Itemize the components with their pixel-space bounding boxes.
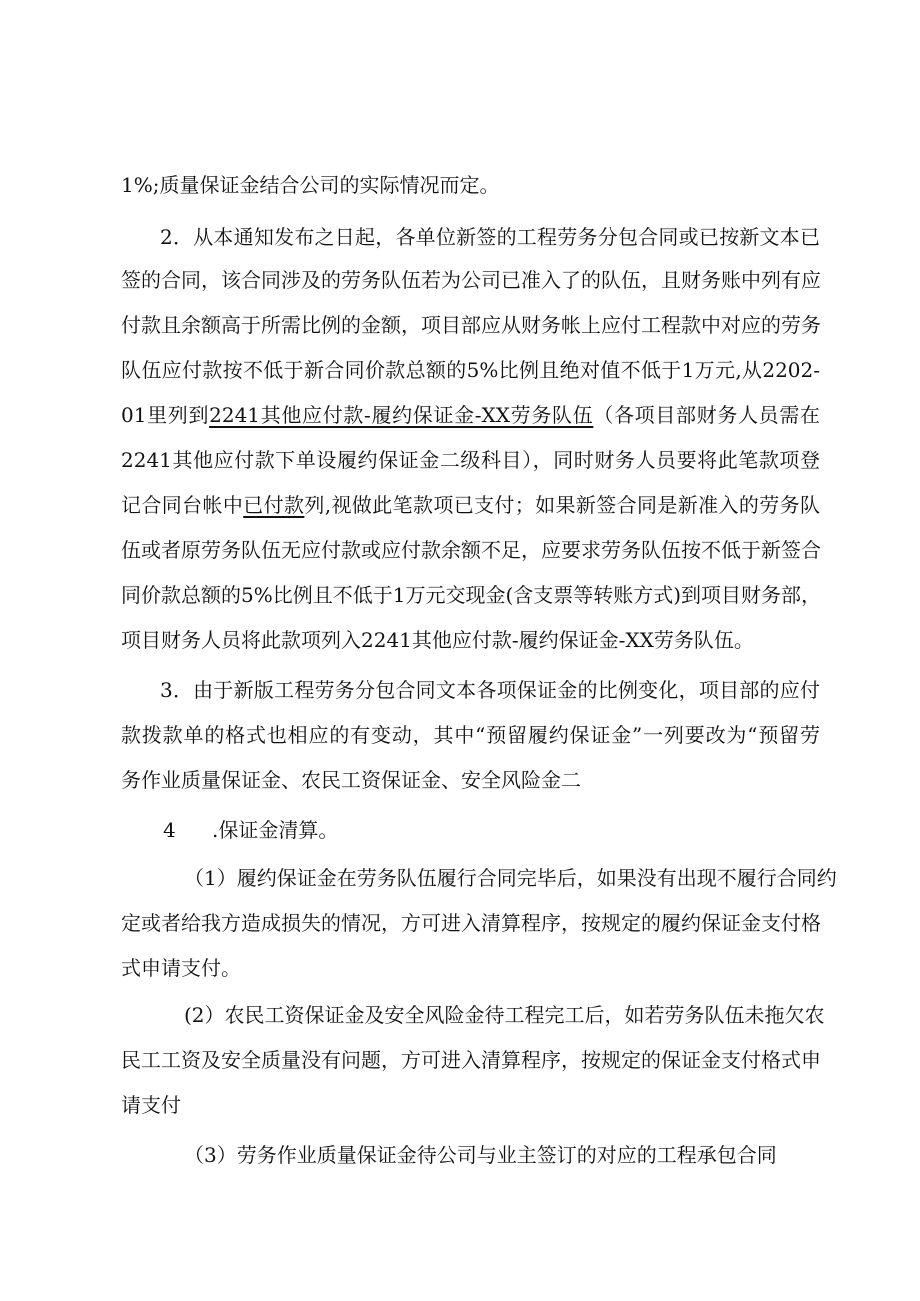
sub-2-line-3: 请支付 xyxy=(121,1093,181,1117)
item-4-number: 4 xyxy=(163,818,176,842)
paragraph-2-line-8: 伍或者原劳务队伍无应付款或应付款余额不足，应要求劳务队伍按不低于新签合 xyxy=(121,538,821,562)
paragraph-2-line-5 xyxy=(121,403,820,427)
paragraph-2-line-1: 2．从本通知发布之日起，各单位新签的工程劳务分包合同或已按新文本已 xyxy=(160,225,820,249)
paragraph-2-line-3: 付款且余额高于所需比例的金额，项目部应从财务帐上应付工程款中对应的劳务 xyxy=(121,313,821,337)
item-4-heading: .保证金清算。 xyxy=(212,818,339,842)
line-5-suffix: （各项目部财务人员需在 xyxy=(593,403,821,427)
paragraph-2-line-6: 2241其他应付款下单设履约保证金二级科目），同时财务人员要将此笔款项登 xyxy=(121,448,820,472)
paragraph-3-line-2: 款拨款单的格式也相应的有变动，其中“预留履约保证金”一列要改为“预留劳 xyxy=(121,723,820,747)
line-5-prefix: 01里列到 xyxy=(121,403,210,427)
paragraph-3-line-3: 务作业质量保证金、农民工资保证金、安全风险金二 xyxy=(121,768,581,792)
sub-2-line-2: 民工工资及安全质量没有问题，方可进入清算程序，按规定的保证金支付格式申 xyxy=(121,1048,821,1072)
sub-3-line-1: （3）劳务作业质量保证金待公司与业主签订的对应的工程承包合同 xyxy=(184,1143,777,1167)
paid-underlined: 已付款 xyxy=(243,493,305,517)
paragraph-1-line-1: 1%;质量保证金结合公司的实际情况而定。 xyxy=(121,173,500,197)
account-2241-underlined: 2241其他应付款-履约保证金-XX劳务队伍 xyxy=(209,403,594,427)
sub-2-line-1: (2）农民工资保证金及安全风险金待工程完工后，如若劳务队伍未拖欠农 xyxy=(184,1003,825,1027)
sub-1-line-2: 定或者给我方造成损失的情况，方可进入清算程序，按规定的履约保证金支付格 xyxy=(121,911,821,935)
paragraph-2-line-10: 项目财务人员将此款项列入2241其他应付款-履约保证金-XX劳务队伍。 xyxy=(121,628,754,652)
paragraph-2-line-4: 队伍应付款按不低于新合同价款总额的5%比例且绝对值不低于1万元,从2202- xyxy=(121,358,820,382)
line-7-suffix: 列,视做此笔款项已支付；如果新签合同是新准入的劳务队 xyxy=(304,493,821,517)
sub-1-line-1: （1）履约保证金在劳务队伍履行合同完毕后，如果没有出现不履行合同约 xyxy=(184,866,837,890)
paragraph-2-line-2: 签的合同，该合同涉及的劳务队伍若为公司已准入了的队伍，且财务账中列有应 xyxy=(121,268,821,292)
line-7-prefix: 记合同台帐中 xyxy=(121,493,244,517)
paragraph-3-line-1: 3．由于新版工程劳务分包合同文本各项保证金的比例变化，项目部的应付 xyxy=(160,678,820,702)
sub-1-line-3: 式申请支付。 xyxy=(121,956,241,980)
paragraph-2-line-7 xyxy=(121,493,820,517)
paragraph-2-line-9: 同价款总额的5%比例且不低于1万元交现金(含支票等转账方式)到项目财务部， xyxy=(121,583,822,607)
